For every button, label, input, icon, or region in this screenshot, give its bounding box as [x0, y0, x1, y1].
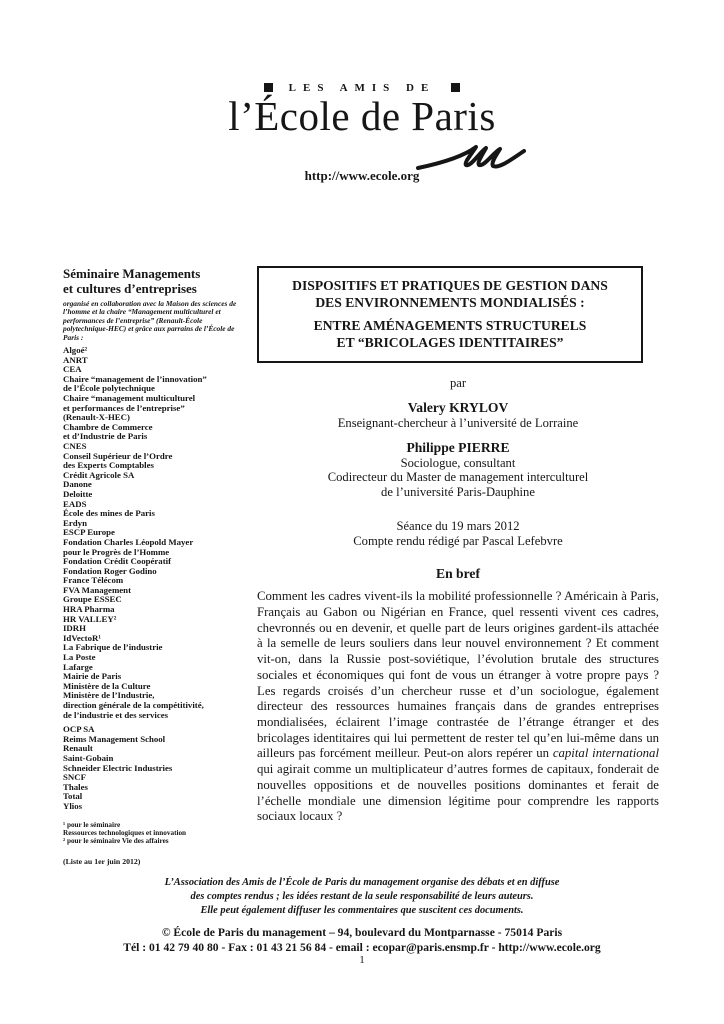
square-bullet-icon: [451, 83, 460, 92]
report-title-line: DES ENVIRONNEMENTS MONDIALISÉS :: [315, 295, 585, 310]
sponsor-line: La Fabrique de l’industrie: [63, 642, 163, 653]
summary-text: Comment les cadres vivent-ils la mobilité professionnelle ? Américain à Paris, Français au Gabon ou Nigérian en France, quel ressenti vivent ces cadres, chevronnés ou en devenir, et quelle part de leurs origines gardent-ils attachée à la semelle de leurs souliers dans leur nouvel environnement ? Et comment vit-on, dans la Russie post-soviétique, l’évolution brutale des structures sociales et économiques qui font de vous un étranger à votre propre pays ? Les regards croisés d’un chercheur russe et d’un sociologue, également directeur des ressources humaines français dans de grandes entreprises mondialisées, éclairent l’image contrastée de l’étrange étranger et des bricolages identitaires qui lui permettent de rester tel qu’en lui-même dans un ailleurs pas forcément meilleur. Peut-on alors repérer un: [257, 589, 659, 761]
sponsor-line: CNES: [63, 440, 87, 451]
sponsor-line: Conseil Supérieur de l’Ordre: [63, 450, 173, 461]
sponsor-line: IDRH: [63, 623, 86, 634]
page-footer: [0, 926, 724, 955]
summary-text: qui agirait comme un multiplicateur d’autres formes de capitaux, fonderait de nouvelles oppositions et de nouvelles positions dominantes et ferait de l’échelle mondiale une dimension légitime pour comprendre les rapports sociaux locaux ?: [257, 762, 659, 824]
sponsor-line: La Poste: [63, 652, 96, 663]
sponsors-sidebar: [63, 266, 241, 866]
footer-address: © École de Paris du management – 94, boulevard du Montparnasse - 75014 Paris: [161, 926, 563, 939]
sponsor-line: Reims Management School: [63, 733, 166, 744]
sponsor-line: Ministère de la Culture: [63, 680, 151, 691]
sidebar-footnotes: [63, 821, 241, 846]
seminar-title-line1: Séminaire Managements: [63, 266, 201, 281]
sponsor-line: Danone: [63, 479, 92, 490]
sponsor-line: Renault: [63, 743, 93, 754]
sponsor-line: EADS: [63, 498, 87, 509]
report-title-box: [257, 266, 643, 363]
sponsor-line: Algoé²: [63, 345, 88, 356]
sponsor-line: Saint-Gobain: [63, 752, 114, 763]
sponsor-line: SNCF: [63, 772, 86, 783]
sponsor-line: Deloitte: [63, 488, 93, 499]
session-report-credit: Compte rendu rédigé par Pascal Lefebvre: [353, 534, 563, 549]
notice-line: Elle peut également diffuser les commentaires que suscitent ces documents.: [200, 905, 524, 916]
website-url: http://www.ecole.org: [304, 168, 420, 183]
author-role: de l’université Paris-Dauphine: [381, 484, 535, 499]
sponsor-line: et performances de l’entreprise”: [63, 402, 185, 413]
sponsor-line: direction générale de la compétitivité,: [63, 700, 204, 710]
sponsor-line: HRA Pharma: [63, 604, 115, 615]
page-number: 1: [359, 954, 365, 966]
sponsor-line: Schneider Electric Industries: [63, 762, 173, 773]
author-block: [257, 400, 659, 431]
session-info: [257, 519, 659, 549]
sponsor-line: OCP SA: [63, 724, 95, 735]
summary-heading: En bref: [436, 566, 480, 582]
report-title-line: DISPOSITIFS ET PRATIQUES DE GESTION DANS: [292, 278, 608, 293]
sponsor-line: Erdyn: [63, 517, 87, 528]
sponsor-line: École des mines de Paris: [63, 508, 155, 519]
sponsor-line: Ministère de l’Industrie,: [63, 690, 155, 701]
sponsor-line: Thales: [63, 781, 88, 792]
sponsor-line: Chaire “management multiculturel: [63, 393, 196, 403]
seminar-title-line2: et cultures d’entreprises: [63, 281, 197, 296]
tagline-text: LES AMIS DE: [288, 82, 436, 94]
association-notice: [102, 876, 622, 918]
sponsor-line: Ylios: [63, 800, 83, 811]
sponsor-line: Crédit Agricole SA: [63, 469, 135, 480]
sponsor-line: Total: [63, 791, 83, 802]
notice-line: L’Association des Amis de l’École de Paris du management organise des débats et en diffuse: [164, 877, 560, 888]
footnote-line: ² pour le séminaire Vie des affaires: [63, 837, 169, 846]
sponsor-line: Chaire “management de l’innovation”: [63, 373, 207, 384]
sponsor-line: ESCP Europe: [63, 527, 115, 538]
sponsor-line: pour le Progrès de l’Homme: [63, 546, 170, 557]
logo-block: [0, 76, 724, 196]
sponsor-line: IdVectoR¹: [63, 632, 101, 643]
sponsor-line: HR VALLEY²: [63, 613, 117, 624]
author-name: Valery KRYLOV: [407, 400, 509, 415]
sponsor-line: Fondation Crédit Coopératif: [63, 556, 171, 567]
sponsor-line: CEA: [63, 364, 82, 375]
sponsor-line: Lafarge: [63, 661, 93, 672]
footnote-line: Ressources technologiques et innovation: [63, 828, 187, 837]
report-title-line: ENTRE AMÉNAGEMENTS STRUCTURELS: [313, 318, 587, 333]
sponsor-line: Chambre de Commerce: [63, 421, 153, 432]
notice-line: des comptes rendus ; les idées restant de la seule responsabilité de leurs auteurs.: [190, 891, 534, 902]
author-role: Enseignant-chercheur à l’université de Lorraine: [337, 416, 579, 430]
sponsor-line: FVA Management: [63, 584, 132, 595]
sponsor-line: Fondation Roger Godino: [63, 565, 157, 576]
author-role: Sociologue, consultant: [400, 455, 516, 470]
sponsor-line: Fondation Charles Léopold Mayer: [63, 536, 194, 547]
sponsor-line: Mairie de Paris: [63, 671, 122, 682]
footnote-line: ¹ pour le séminaire: [63, 820, 121, 829]
sponsor-line: Groupe ESSEC: [63, 594, 122, 605]
footer-contact: Tél : 01 42 79 40 80 - Fax : 01 43 21 56 84 - email : ecopar@paris.ensmp.fr - http://www.ecole.org: [123, 940, 601, 954]
sponsor-list-date: (Liste au 1er juin 2012): [63, 856, 141, 866]
by-label: par: [449, 376, 467, 390]
sponsor-list: [63, 346, 241, 812]
sponsor-line: et d’Industrie de Paris: [63, 431, 148, 442]
logo-title: l’École de Paris: [228, 93, 496, 139]
author-name: Philippe PIERRE: [406, 439, 510, 455]
main-content: [257, 266, 659, 825]
sponsor-line: de l’École polytechnique: [63, 383, 155, 394]
sponsor-line: de l’industrie et des services: [63, 709, 169, 720]
report-title-line: ET “BRICOLAGES IDENTITAIRES”: [336, 335, 564, 350]
summary-paragraph: [257, 589, 659, 825]
author-block: [257, 440, 659, 500]
sponsor-line: France Télécom: [63, 575, 124, 586]
author-role: Codirecteur du Master de management interculturel: [327, 470, 589, 485]
sponsor-line: (Renault-X-HEC): [63, 412, 130, 423]
sidebar-intro-text: organisé en collaboration avec la Maison des sciences de l’homme et la chaire “Management multiculturel et performances de l’entreprise” (Renault-École polytechnique-HEC) et grâce aux parrains de l’École de Paris :: [63, 299, 237, 342]
sponsor-line: des Experts Comptables: [63, 460, 154, 471]
seminar-title: [63, 266, 241, 296]
session-date: Séance du 19 mars 2012: [396, 519, 520, 534]
summary-italic-phrase: capital international: [552, 746, 659, 761]
square-bullet-icon: [264, 83, 273, 92]
sponsor-line: ANRT: [63, 354, 88, 365]
